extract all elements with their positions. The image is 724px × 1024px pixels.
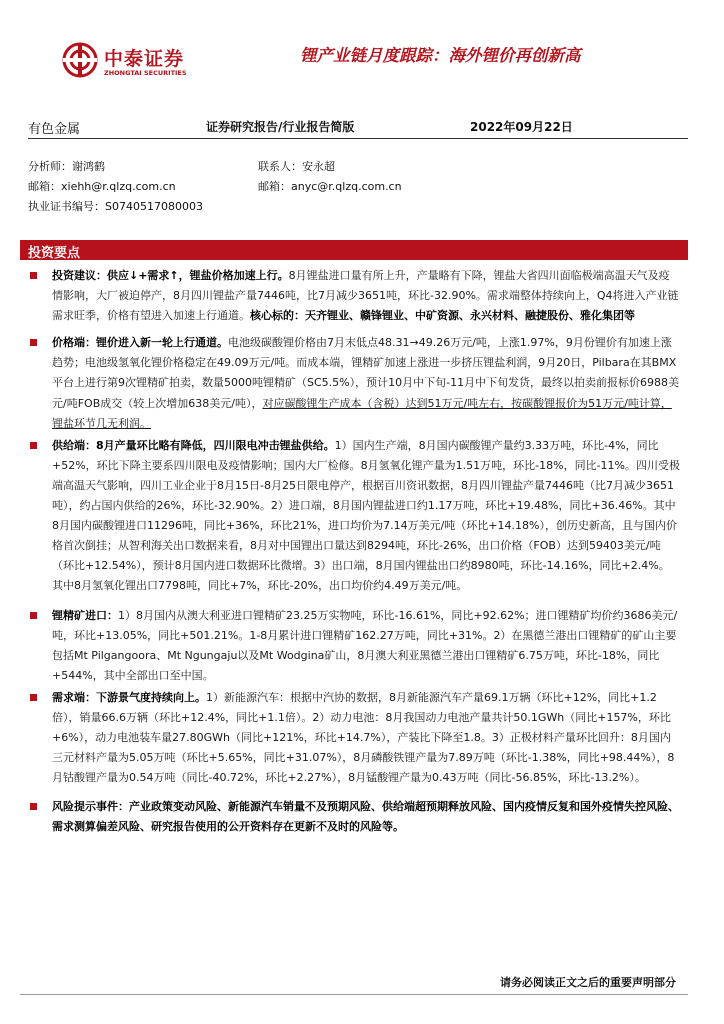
bullet-investment-advice <box>28 266 680 326</box>
footer-divider <box>20 994 688 995</box>
logo-english-name: ZHONGTAI SECURITIES <box>104 69 187 77</box>
bullet-demand <box>28 688 680 788</box>
bullet-text: 1）新能源汽车：根据中汽协的数据，8月新能源汽车产量69.1万辆（环比+12%，同比+1.2倍），销量66.6万辆（环比+12.4%，同比+1.1倍）。2）动力电池：8月我国动力电池产量共计50.1GWh（同比+157%，环比+6%），动力电池装车量27.80GWh（同比+121%，环比+14.7%），产装比下降至1.8。3）正极材料产量环比回升：8月国内三元材料产量为5.05万吨（环比+5.65%，同比+31.07%），8月磷酸铁锂产量为7.89万吨（环比-1.38%，同比+98.44%），8月钴酸锂产量为0.54万吨（同比-40.72%，环比+2.27%），8月锰酸锂产量为0.43万吨（同比-56.85%，环比-13.2%）。 <box>52 690 675 785</box>
bullet-price <box>28 333 680 433</box>
bullet-label: 投资建议：供应↓+需求↑，锂盐价格加速上行。 <box>52 269 289 282</box>
bullet-label: 需求端：下游景气度持续向上。 <box>52 690 206 704</box>
bullet-text: 1）国内生产端，8月国内碳酸锂产量约3.33万吨，环比-4%，同比+52%，环比下降主要系四川限电及疫情影响；国内大厂检修。8月氢氧化锂产量为1.51万吨，环比-18%，同比-11%。四川受极端高温天气影响，四川工业企业于8月15日-8月25日限电停产，根据百川资讯数据，8月四川锂盐产量7446吨（比7月减少3651吨），约占国内供给的26%，环比-32.90%。2）进口端，8月国内锂盐进口约1.17万吨，环比+19.48%，同比+36.46%。其中8月国内碳酸锂进口11296吨，同比+36%，环比21%，进口均价为7.14万美元/吨（环比+14.18%），创历史新高，且与国内价格首次倒挂；从智利海关出口数据来看，8月对中国锂出口量达到8294吨，环比-26%，出口价格（FOB）达到59403美元/吨（环比+12.54%），预计8月国内进口数据环比微增。3）出口端，8月国内锂盐出口约8980吨，环比-14.16%，同比+2.4%。其中8月氢氧化锂出口7798吨，同比+7%，环比-20%，出口均价约4.49万美元/吨。 <box>52 438 680 593</box>
analyst-name: 分析师：谢鸿鹤 <box>28 160 105 173</box>
contact-email[interactable]: 邮箱：anyc@r.qlzq.com.cn <box>258 180 402 193</box>
bullet-label: 供给端：8月产量环比略有降低，四川限电冲击锂盐供给。 <box>52 438 335 452</box>
bullet-concentrate-import <box>28 606 680 686</box>
logo-chinese-name: 中泰证券 <box>104 48 185 70</box>
report-date: 2022年09月22日 <box>470 120 573 134</box>
bullet-label: 风险提示事件： <box>52 800 129 814</box>
bullet-text: 电池级碳酸锂价格由7月末低点48.31→49.26万元/吨，上涨1.97%，9月份锂价有加速上涨趋势；电池级氢氧化锂价格稳定在49.09万元/吨。而成本端，锂精矿加速上涨进一步挤压锂盐利润，9月20日，Pilbara在其BMX平台上进行第9次锂精矿拍卖，数量5000吨锂精矿（SC5.5%），预计10月中下旬-11月中下旬发货，最终以拍卖前报标价6988美元/吨FOB成交（较上次增加638美元/吨）， <box>52 336 680 410</box>
contact-name: 联系人：安永超 <box>258 160 335 173</box>
square-bullet-icon <box>30 803 37 810</box>
square-bullet-icon <box>30 339 37 346</box>
analyst-email[interactable]: 邮箱：xiehh@r.qlzq.com.cn <box>28 180 176 193</box>
report-type: 证券研究报告/行业报告简版 <box>206 120 355 134</box>
bullet-bold-tail: 核心标的：天齐锂业、赣锋锂业、中矿资源、永兴材料、融捷股份、雅化集团等 <box>250 309 635 323</box>
sector-label: 有色金属 <box>28 122 81 137</box>
bullet-label: 锂精矿进口： <box>52 608 118 622</box>
square-bullet-icon <box>30 612 37 619</box>
bullet-label: 价格端：锂价进入新一轮上行通道。 <box>52 336 228 350</box>
bullet-underlined-text: 对应碳酸锂生产成本（含税）达到51万元/吨左右，按碳酸锂报价为51万元/吨计算，锂盐环节几无利润。 <box>52 396 672 430</box>
company-logo <box>62 42 202 82</box>
header-divider <box>28 138 688 139</box>
square-bullet-icon <box>30 694 37 701</box>
investment-highlights <box>28 266 680 838</box>
bullet-text: 8月锂盐进口量有所上升，产量略有下降，锂盐大省四川面临极端高温天气及疫情影响，大厂被迫停产，8月四川锂盐产量7446吨，比7月减少3651吨，环比-32.90%。需求端整体持续向上，Q4将进入产业链需求旺季，价格有望进入加速上行通道。 <box>52 269 679 323</box>
bullet-text: 1）8月国内从澳大利亚进口锂精矿23.25万实物吨，环比-16.61%，同比+92.62%；进口锂精矿均价约3686美元/吨，环比+13.05%，同比+501.21%。1-8月累计进口锂精矿162.27万吨，同比+31%。2）在黑德兰港出口锂精矿的矿山主要包括Mt Pilgangoora、Mt Ngungaju以及Mt Wodgina矿山，8月澳大利亚黑德兰港出口锂精矿6.75万吨，环比-18%，同比+544%，其中全部出口至中国。 <box>52 608 678 682</box>
section-title: 投资要点 <box>28 246 81 261</box>
bullet-risk <box>28 797 680 837</box>
bullet-supply <box>28 436 680 597</box>
section-header-bar <box>20 240 688 260</box>
disclaimer-note: 请务必阅读正文之后的重要声明部分 <box>500 976 676 989</box>
license-number: 执业证书编号：S0740517080003 <box>28 200 203 213</box>
zhongtai-logo-icon <box>62 42 98 78</box>
square-bullet-icon <box>30 272 37 279</box>
bullet-bold-tail: 产业政策变动风险、新能源汽车销量不及预期风险、供给端超预期释放风险、国内疫情反复和国外疫情失控风险、需求测算偏差风险、研究报告使用的公开资料存在更新不及时的风险等。 <box>52 800 679 834</box>
report-title: 锂产业链月度跟踪：海外锂价再创新高 <box>300 46 581 65</box>
square-bullet-icon <box>30 442 37 449</box>
